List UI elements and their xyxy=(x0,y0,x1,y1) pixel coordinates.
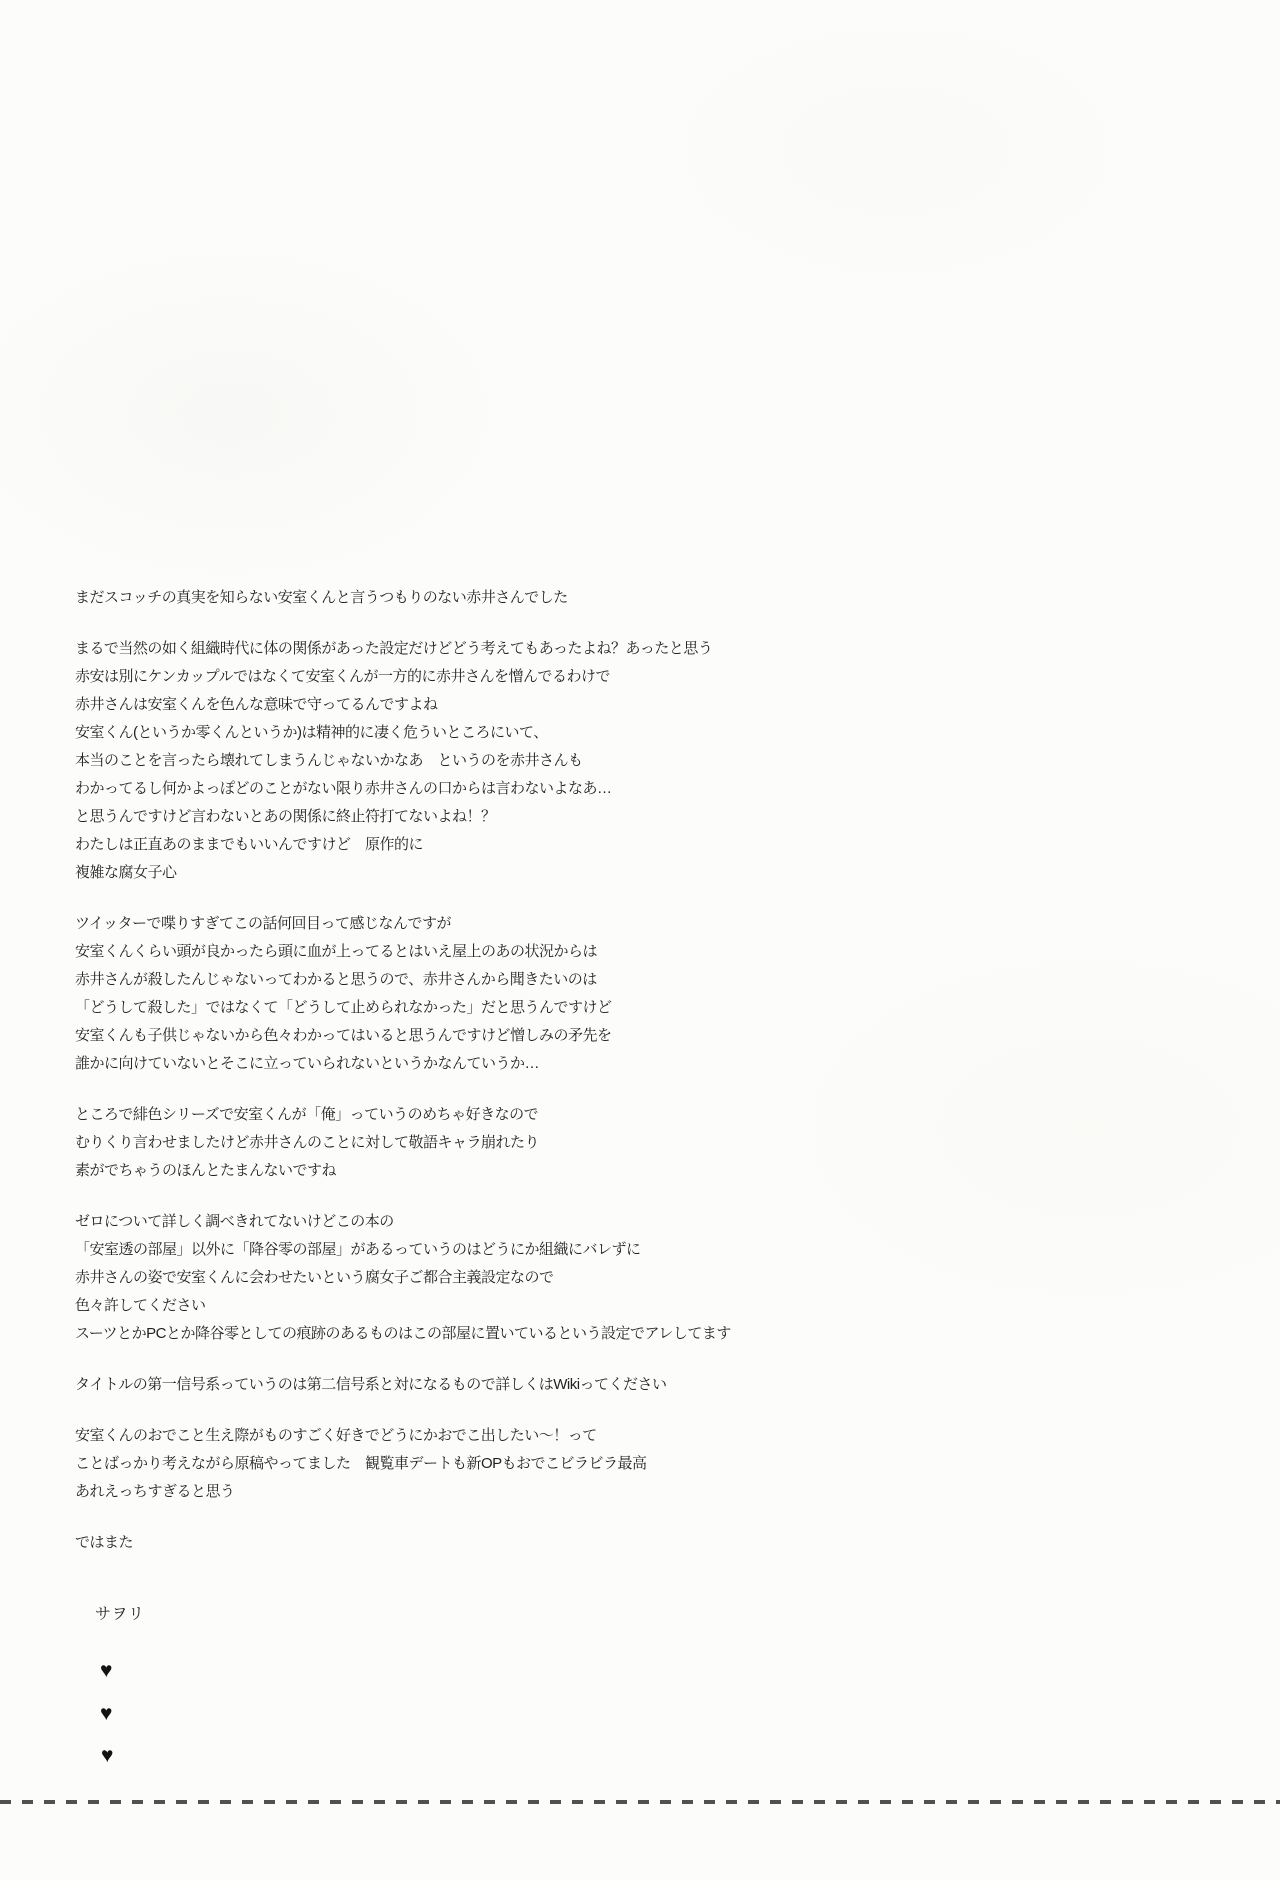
text-line: 「どうして殺した」ではなくて「どうして止められなかった」だと思うんですけど xyxy=(75,999,612,1016)
paragraph xyxy=(75,1529,1215,1557)
text-line: スーツとかPCとか降谷零としての痕跡のあるものはこの部屋に置いているという設定でアレしてます xyxy=(75,1325,731,1342)
paragraph xyxy=(75,1422,1215,1506)
heart-icon: ♥ xyxy=(100,1702,113,1725)
text-line: 赤安は別にケンカップルではなくて安室くんが一方的に赤井さんを憎んでるわけで xyxy=(75,668,611,685)
paragraph xyxy=(75,584,1215,612)
text-line: 赤井さんは安室くんを色んな意味で守ってるんですよね xyxy=(75,696,438,713)
paragraph xyxy=(75,1208,1215,1348)
text-line: 「安室透の部屋」以外に「降谷零の部屋」があるっていうのはどうにか組織にバレずに xyxy=(75,1241,641,1258)
paragraph xyxy=(75,910,1215,1078)
text-line: 色々許してください xyxy=(75,1297,206,1314)
text-line: ところで緋色シリーズで安室くんが「俺」っていうのめちゃ好きなので xyxy=(75,1106,539,1123)
text-line: 複雑な腐女子心 xyxy=(75,864,177,881)
text-line: ゼロについて詳しく調べきれてないけどこの本の xyxy=(75,1213,394,1230)
heart-icon: ♥ xyxy=(101,1744,114,1767)
text-line: と思うんですけど言わないとあの関係に終止符打てないよね！？ xyxy=(75,808,496,825)
paragraph xyxy=(75,1101,1215,1185)
text-line: わかってるし何かよっぽどのことがない限り赤井さんの口からは言わないよなあ… xyxy=(75,780,612,797)
afterword-text xyxy=(75,584,1215,1580)
text-line: ことばっかり考えながら原稿やってました 観覧車デートも新OPもおでこビラビラ最高 xyxy=(75,1455,647,1472)
text-line: まるで当然の如く組織時代に体の関係があった設定だけどどう考えてもあったよね？あったと思う xyxy=(75,640,713,657)
text-line: 安室くんも子供じゃないから色々わかってはいると思うんですけど憎しみの矛先を xyxy=(75,1027,612,1044)
author-signature: サヲリ xyxy=(95,1606,145,1623)
dashed-cut-line xyxy=(0,1800,1280,1804)
heart-icon: ♥ xyxy=(100,1659,113,1682)
text-line: 本当のことを言ったら壊れてしまうんじゃないかなあ というのを赤井さんも xyxy=(75,752,583,769)
text-line: 誰かに向けていないとそこに立っていられないというかなんていうか… xyxy=(75,1055,540,1072)
text-line: 安室くんのおでこと生え際がものすごく好きでどうにかおでこ出したい〜！って xyxy=(75,1427,597,1444)
text-line: あれえっちすぎると思う xyxy=(75,1483,235,1500)
text-line: まだスコッチの真実を知らない安室くんと言うつもりのない赤井さんでした xyxy=(75,589,568,606)
text-line: 素がでちゃうのほんとたまんないですね xyxy=(75,1162,337,1179)
text-line: むりくり言わせましたけど赤井さんのことに対して敬語キャラ崩れたり xyxy=(75,1134,540,1151)
text-line: 安室くんくらい頭が良かったら頭に血が上ってるとはいえ屋上のあの状況からは xyxy=(75,943,598,960)
paragraph xyxy=(75,635,1215,887)
text-line: 安室くん(というか零くんというか)は精神的に凄く危ういところにいて、 xyxy=(75,724,548,741)
text-line: タイトルの第一信号系っていうのは第二信号系と対になるもので詳しくはWikiってください xyxy=(75,1376,667,1393)
text-line: 赤井さんの姿で安室くんに会わせたいという腐女子ご都合主義設定なので xyxy=(75,1269,554,1286)
text-line: わたしは正直あのままでもいいんですけど 原作的に xyxy=(75,836,424,853)
text-line: ツイッターで喋りすぎてこの話何回目って感じなんですが xyxy=(75,915,451,932)
paragraph xyxy=(75,1371,1215,1399)
text-line: ではまた xyxy=(75,1534,134,1551)
text-line: 赤井さんが殺したんじゃないってわかると思うので、赤井さんから聞きたいのは xyxy=(75,971,597,988)
